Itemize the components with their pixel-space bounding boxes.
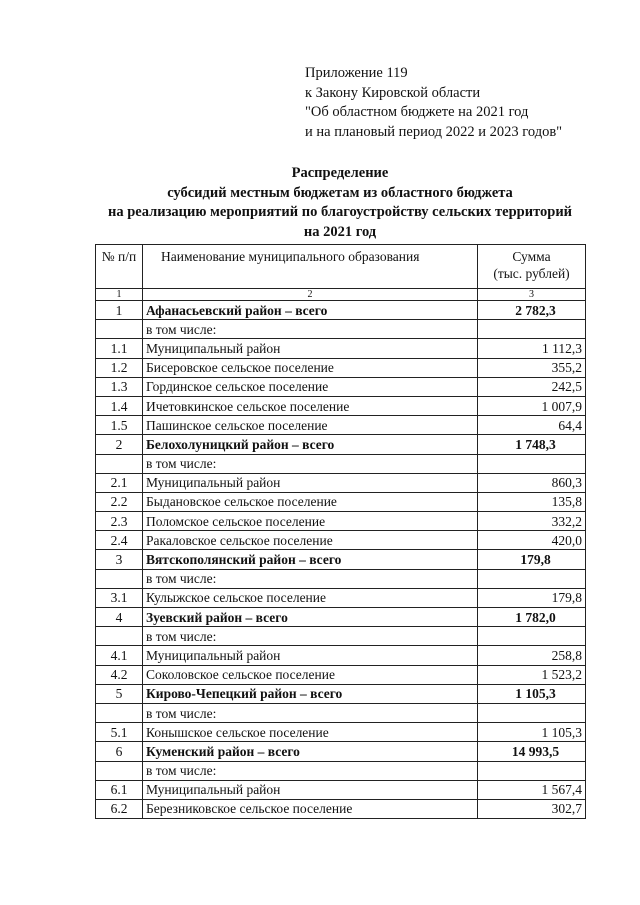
row-sum: 355,2 bbox=[478, 358, 586, 377]
row-number: 1.2 bbox=[96, 358, 143, 377]
row-name: Куменский район – всего bbox=[143, 742, 478, 761]
row-name: Кулыжское сельское поселение bbox=[143, 588, 478, 607]
row-sum: 1 105,3 bbox=[478, 723, 586, 742]
row-name: Березниковское сельское поселение bbox=[143, 799, 478, 818]
row-number: 2.2 bbox=[96, 492, 143, 511]
table-row bbox=[96, 780, 586, 799]
district-total-row bbox=[96, 550, 586, 569]
document-title bbox=[95, 164, 585, 242]
row-number: 5.1 bbox=[96, 723, 143, 742]
column-number: 2 bbox=[143, 289, 478, 301]
header-sum bbox=[478, 245, 586, 289]
row-sum bbox=[478, 742, 586, 761]
table-row bbox=[96, 339, 586, 358]
row-sum: 1 567,4 bbox=[478, 780, 586, 799]
row-sum-value: 1 748,3 bbox=[515, 436, 556, 452]
row-sum bbox=[478, 684, 586, 703]
row-sum bbox=[478, 435, 586, 454]
row-number: 4.1 bbox=[96, 646, 143, 665]
district-total-row bbox=[96, 435, 586, 454]
row-sum-value: 1 105,3 bbox=[515, 686, 556, 702]
row-name: Пашинское сельское поселение bbox=[143, 416, 478, 435]
row-number: 4.2 bbox=[96, 665, 143, 684]
row-number: 1 bbox=[96, 301, 143, 320]
row-name: Афанасьевский район – всего bbox=[143, 301, 478, 320]
table-row bbox=[96, 723, 586, 742]
row-number: 6.1 bbox=[96, 780, 143, 799]
row-sum-value: 2 782,3 bbox=[515, 302, 556, 318]
appendix-line: Приложение 119 bbox=[305, 65, 408, 81]
table-row bbox=[96, 512, 586, 531]
table-row bbox=[96, 454, 586, 473]
table-row bbox=[96, 799, 586, 818]
header-sum-unit: (тыс. рублей) bbox=[493, 266, 570, 281]
table-row bbox=[96, 473, 586, 492]
row-number bbox=[96, 454, 143, 473]
appendix-line: и на плановый период 2022 и 2023 годов" bbox=[305, 123, 563, 140]
table-header-row bbox=[96, 245, 586, 289]
row-sum bbox=[478, 454, 586, 473]
table-row bbox=[96, 492, 586, 511]
row-name: в том числе: bbox=[143, 569, 478, 588]
row-name: Конышское сельское поселение bbox=[143, 723, 478, 742]
header-num: № п/п bbox=[96, 245, 143, 289]
table-row bbox=[96, 377, 586, 396]
table-row bbox=[96, 646, 586, 665]
table-row bbox=[96, 531, 586, 550]
row-sum: 258,8 bbox=[478, 646, 586, 665]
row-sum bbox=[478, 301, 586, 320]
row-sum: 1 112,3 bbox=[478, 339, 586, 358]
title-line: субсидий местным бюджетам из областного бюджета bbox=[167, 184, 513, 201]
row-name: Поломское сельское поселение bbox=[143, 512, 478, 531]
table-row bbox=[96, 569, 586, 588]
row-name: Кирово-Чепецкий район – всего bbox=[143, 684, 478, 703]
table-row bbox=[96, 396, 586, 415]
row-name: Ичетовкинское сельское поселение bbox=[143, 396, 478, 415]
row-name: в том числе: bbox=[143, 627, 478, 646]
row-number: 1.4 bbox=[96, 396, 143, 415]
row-name: Бисеровское сельское поселение bbox=[143, 358, 478, 377]
row-sum bbox=[478, 761, 586, 780]
appendix-line: "Об областном бюджете на 2021 год bbox=[305, 104, 529, 120]
column-number: 1 bbox=[96, 289, 143, 301]
table-row bbox=[96, 358, 586, 377]
row-sum-value: 1 782,0 bbox=[515, 609, 556, 625]
row-sum bbox=[478, 627, 586, 646]
appendix-header bbox=[305, 64, 625, 142]
row-number: 1.1 bbox=[96, 339, 143, 358]
table-row bbox=[96, 588, 586, 607]
table-row bbox=[96, 627, 586, 646]
row-name: Соколовское сельское поселение bbox=[143, 665, 478, 684]
row-name: Быдановское сельское поселение bbox=[143, 492, 478, 511]
row-number: 2.4 bbox=[96, 531, 143, 550]
appendix-line: к Закону Кировской области bbox=[305, 84, 481, 101]
table-row bbox=[96, 761, 586, 780]
row-name: Муниципальный район bbox=[143, 473, 478, 492]
row-sum bbox=[478, 550, 586, 569]
row-number: 3 bbox=[96, 550, 143, 569]
row-number bbox=[96, 627, 143, 646]
row-number: 2.3 bbox=[96, 512, 143, 531]
table-row bbox=[96, 665, 586, 684]
row-sum bbox=[478, 320, 586, 339]
row-sum bbox=[478, 703, 586, 722]
table-row bbox=[96, 416, 586, 435]
row-name: Муниципальный район bbox=[143, 646, 478, 665]
row-name: в том числе: bbox=[143, 320, 478, 339]
row-sum: 1 007,9 bbox=[478, 396, 586, 415]
row-name: Зуевский район – всего bbox=[143, 608, 478, 627]
column-number: 3 bbox=[478, 289, 586, 301]
district-total-row bbox=[96, 684, 586, 703]
row-number: 1.3 bbox=[96, 377, 143, 396]
row-name: Муниципальный район bbox=[143, 339, 478, 358]
row-number bbox=[96, 761, 143, 780]
row-number: 2 bbox=[96, 435, 143, 454]
row-sum: 135,8 bbox=[478, 492, 586, 511]
row-name: Гординское сельское поселение bbox=[143, 377, 478, 396]
row-sum bbox=[478, 608, 586, 627]
row-number bbox=[96, 569, 143, 588]
row-number bbox=[96, 703, 143, 722]
row-name: Белохолуницкий район – всего bbox=[143, 435, 478, 454]
row-sum: 860,3 bbox=[478, 473, 586, 492]
row-name: в том числе: bbox=[143, 454, 478, 473]
row-number: 5 bbox=[96, 684, 143, 703]
column-numbers-row bbox=[96, 289, 586, 301]
district-total-row bbox=[96, 301, 586, 320]
row-number: 6.2 bbox=[96, 799, 143, 818]
row-sum: 302,7 bbox=[478, 799, 586, 818]
row-number: 2.1 bbox=[96, 473, 143, 492]
header-sum-line: Сумма bbox=[512, 249, 551, 264]
table-row bbox=[96, 320, 586, 339]
row-name: Ракаловское сельское поселение bbox=[143, 531, 478, 550]
row-name: Вятскополянский район – всего bbox=[143, 550, 478, 569]
row-number: 4 bbox=[96, 608, 143, 627]
row-sum-value: 14 993,5 bbox=[511, 743, 560, 759]
district-total-row bbox=[96, 608, 586, 627]
row-number: 1.5 bbox=[96, 416, 143, 435]
row-sum: 64,4 bbox=[478, 416, 586, 435]
title-line: на реализацию мероприятий по благоустройству сельских территорий bbox=[107, 204, 573, 220]
row-sum bbox=[478, 569, 586, 588]
row-number: 3.1 bbox=[96, 588, 143, 607]
district-total-row bbox=[96, 742, 586, 761]
row-sum: 420,0 bbox=[478, 531, 586, 550]
row-sum-value: 179,8 bbox=[520, 552, 551, 568]
row-sum: 1 523,2 bbox=[478, 665, 586, 684]
row-number bbox=[96, 320, 143, 339]
row-sum: 179,8 bbox=[478, 588, 586, 607]
row-name: в том числе: bbox=[143, 703, 478, 722]
title-line: Распределение bbox=[291, 165, 389, 181]
row-name: Муниципальный район bbox=[143, 780, 478, 799]
title-line: на 2021 год bbox=[303, 223, 377, 240]
row-name: в том числе: bbox=[143, 761, 478, 780]
header-name: Наименование муниципального образования bbox=[143, 245, 478, 289]
row-number: 6 bbox=[96, 742, 143, 761]
table-row bbox=[96, 703, 586, 722]
distribution-table bbox=[95, 244, 586, 819]
row-sum: 332,2 bbox=[478, 512, 586, 531]
row-sum: 242,5 bbox=[478, 377, 586, 396]
